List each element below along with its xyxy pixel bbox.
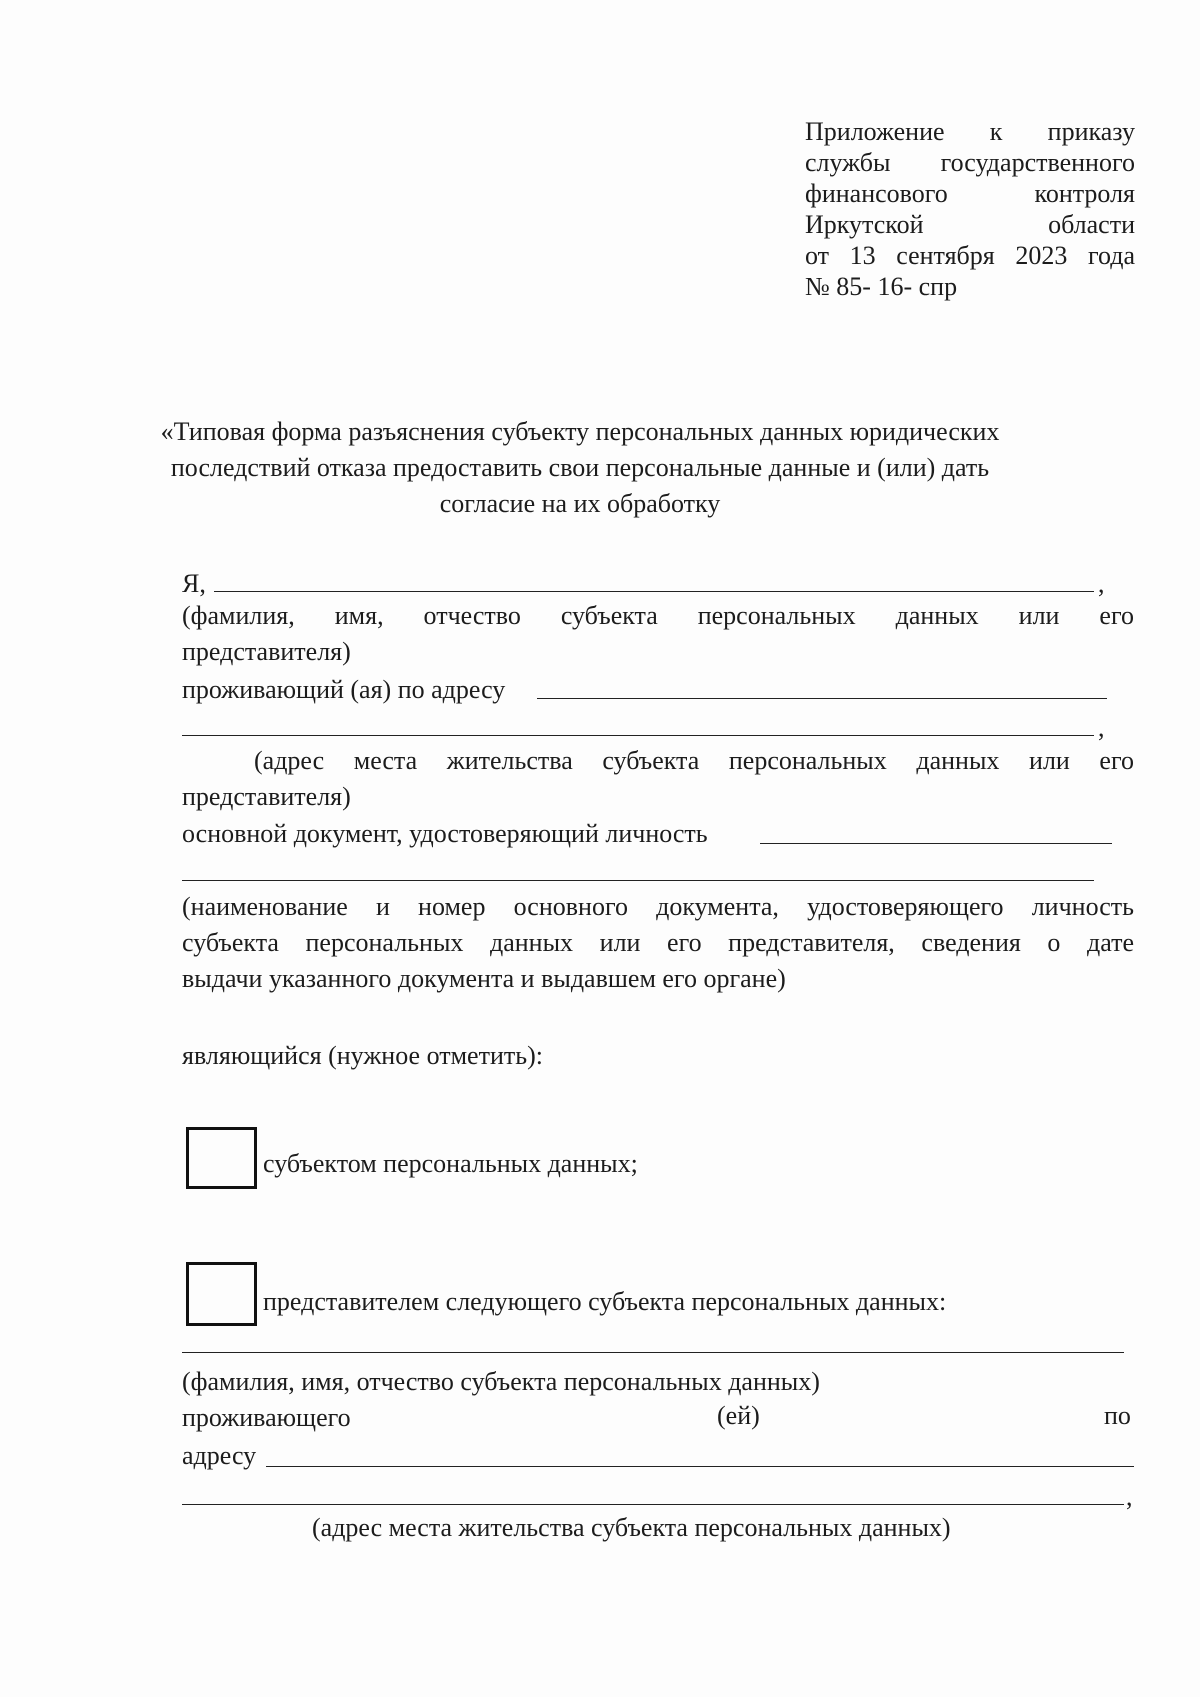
fio-hint-line-2: представителя) (182, 637, 351, 666)
address-fill-line-1[interactable] (537, 698, 1107, 699)
appendix-line-2: службы государственного (805, 148, 1135, 177)
doc-fill-line-2[interactable] (182, 880, 1094, 881)
subject-address-label: адресу (182, 1441, 257, 1470)
subject-address-hint: (адрес места жительства субъекта персональных данных) (312, 1513, 951, 1542)
representative-checkbox[interactable] (186, 1262, 257, 1326)
appendix-line-1: Приложение к приказу (805, 117, 1135, 146)
address-comma: , (1098, 713, 1105, 742)
residing-label: проживающий (ая) по адресу (182, 675, 506, 704)
subject-address-fill-line-2[interactable] (182, 1504, 1124, 1505)
being-label: являющийся (нужное отметить): (182, 1041, 543, 1070)
subject-address-comma: , (1126, 1482, 1133, 1511)
subject-fio-hint: (фамилия, имя, отчество субъекта персональных данных) (182, 1367, 820, 1396)
appendix-line-4: Иркутской области (805, 210, 1135, 239)
subject-checkbox[interactable] (186, 1127, 257, 1189)
fio-fill-line[interactable] (214, 591, 1094, 592)
subject-fio-fill-line[interactable] (182, 1352, 1124, 1353)
address-fill-line-2[interactable] (182, 735, 1094, 736)
title-line-1: «Типовая форма разъяснения субъекту персональных данных юридических (160, 417, 1000, 446)
title-line-2: последствий отказа предоставить свои персональные данные и (или) дать (170, 453, 990, 482)
option-subject-label: субъектом персональных данных; (263, 1149, 638, 1178)
subject-residing-word-3: по (1104, 1401, 1131, 1430)
appendix-line-5: от 13 сентября 2023 года (805, 241, 1135, 270)
doc-hint-line-1: (наименование и номер основного документа, удостоверяющего личность (182, 892, 1134, 921)
doc-fill-line-1[interactable] (760, 843, 1112, 844)
fio-hint-line-1: (фамилия, имя, отчество субъекта персональных данных или его (182, 601, 1134, 630)
address-hint-line-1: (адрес места жительства субъекта персональных данных или его (254, 746, 1134, 775)
doc-label: основной документ, удостоверяющий личность (182, 819, 708, 848)
option-representative-label: представителем следующего субъекта персональных данных: (263, 1287, 947, 1316)
doc-hint-line-3: выдачи указанного документа и выдавшем его органе) (182, 964, 786, 993)
fio-comma: , (1098, 569, 1105, 598)
subject-residing-word-2: (ей) (717, 1401, 760, 1430)
i-label: Я, (182, 569, 206, 598)
subject-residing-word-1: проживающего (182, 1403, 351, 1432)
appendix-line-6: № 85- 16- спр (805, 272, 958, 301)
form-title (150, 414, 1010, 522)
doc-hint-line-2: субъекта персональных данных или его представителя, сведения о дате (182, 928, 1134, 957)
address-hint-line-2: представителя) (182, 782, 351, 811)
title-line-3: согласие на их обработку (439, 489, 721, 518)
appendix-line-3: финансового контроля (805, 179, 1135, 208)
subject-address-fill-line-1[interactable] (266, 1466, 1134, 1467)
appendix-block (805, 116, 1135, 302)
